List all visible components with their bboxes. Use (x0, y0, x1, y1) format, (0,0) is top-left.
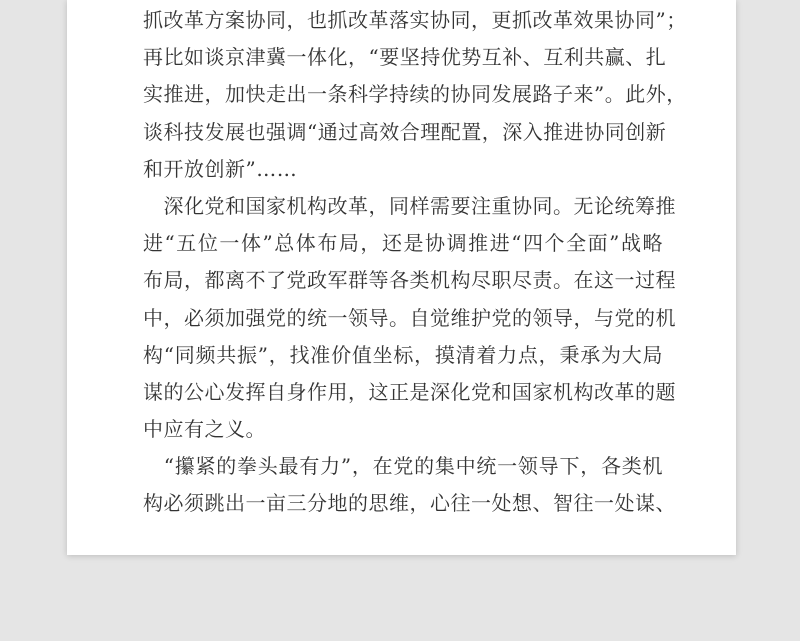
text-line: 谋的公心发挥自身作用，这正是深化党和国家机构改革的题 (143, 379, 676, 404)
text-line: 中应有之义。 (143, 417, 266, 442)
text-line: 中，必须加强党的统一领导。自觉维护党的领导，与党的机 (143, 305, 676, 330)
text-line: 布局，都离不了党政军群等各类机构尽职尽责。在这一过程 (143, 268, 676, 293)
text-line: 深化党和国家机构改革，同样需要注重协同。无论统筹推 (143, 193, 676, 218)
text-line: 构必须跳出一亩三分地的思维，心往一处想、智往一处谋、 (143, 491, 676, 516)
text-line: 谈科技发展也强调“通过高效合理配置，深入推进协同创新 (143, 119, 667, 144)
text-line: 实推进，加快走出一条科学持续的协同发展路子来”。此外， (143, 82, 687, 107)
text-line: 构“同频共振”，找准价值坐标，摸清着力点，秉承为大局 (143, 342, 663, 367)
text-line: 抓改革方案协同，也抓改革落实协同，更抓改革效果协同”； (143, 8, 687, 32)
article-body (143, 0, 687, 523)
text-line: 和开放创新”…… (143, 156, 298, 181)
document-page (67, 0, 736, 555)
text-line: 进“五位一体”总体布局，还是协调推进“四个全面”战略 (143, 231, 663, 256)
text-line: 再比如谈京津冀一体化，“要坚持优势互补、互利共赢、扎 (143, 45, 667, 70)
text-line: “攥紧的拳头最有力”，在党的集中统一领导下，各类机 (143, 454, 663, 479)
